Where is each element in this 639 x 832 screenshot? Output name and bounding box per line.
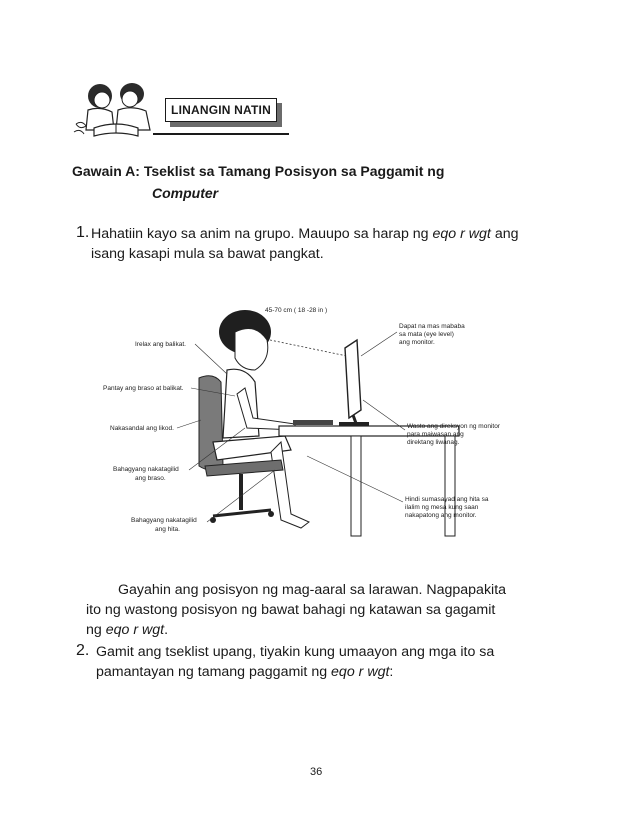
- label-eye-level-2: sa mata (eye level): [399, 331, 454, 338]
- section-badge-label: LINANGIN NATIN: [165, 98, 277, 122]
- section-badge: [165, 98, 283, 128]
- paragraph-line2: ito ng wastong posisyon ng bawat bahagi ng katawan sa gagamit: [86, 602, 496, 618]
- item-text-line2: pamantayan ng tamang paggamit ng eqo r wgt:: [96, 664, 394, 680]
- activity-title: [72, 160, 444, 204]
- item-text: Hahatiin kayo sa anim na grupo. Mauupo sa harap ng eqo r wgt ang isang kasapi mula sa bawat pangkat.: [91, 226, 519, 262]
- label-relaxed-shoulders: Irelax ang balikat.: [135, 341, 186, 348]
- label-monitor-direction-2: para maiwasan ang: [407, 431, 464, 438]
- label-eye-level-3: ang monitor.: [399, 339, 435, 346]
- instruction-item-1: [76, 224, 546, 264]
- children-reading-illustration: [72, 80, 164, 142]
- paragraph-line1: Gayahin ang posisyon ng mag-aaral sa larawan. Nagpapakita: [118, 582, 507, 598]
- label-level-arms: Pantay ang braso at balikat.: [103, 385, 184, 392]
- instruction-paragraph: [86, 580, 541, 640]
- label-arm-angle-2: ang braso.: [135, 475, 166, 482]
- instruction-item-2: [76, 642, 546, 682]
- page-number: 36: [310, 766, 323, 778]
- label-back-rest: Nakasandal ang likod.: [110, 425, 174, 432]
- label-monitor-direction-1: Wasto ang direksyon ng monitor: [407, 423, 500, 430]
- label-monitor-direction-3: direktang liwanag.: [407, 439, 460, 446]
- item-text-line1: Gamit ang tseklist upang, tiyakin kung umaayon ang mga ito sa: [96, 644, 495, 660]
- label-thigh-clearance-3: nakapatong ang monitor.: [405, 512, 477, 519]
- activity-title-line2: Computer: [152, 185, 219, 201]
- activity-title-line1: Gawain A: Tseklist sa Tamang Posisyon sa Paggamit ng: [72, 163, 445, 179]
- computer-posture-figure: [95, 270, 507, 570]
- label-thigh-clearance-2: ilalim ng mesa kung saan: [405, 504, 479, 511]
- label-thigh-clearance-1: Hindi sumasayad ang hita sa: [405, 496, 489, 503]
- header-rule: [153, 133, 289, 135]
- label-leg-angle-2: ang hita.: [155, 526, 180, 533]
- item-number: 1.: [76, 224, 90, 241]
- label-eye-level-1: Dapat na mas mababa: [399, 323, 465, 330]
- item-number: 2.: [76, 642, 90, 659]
- label-distance: 45-70 cm ( 18 -28 in ): [265, 307, 328, 314]
- paragraph-line3: ng eqo r wgt.: [86, 622, 169, 638]
- label-arm-angle-1: Bahagyang nakatagilid: [113, 466, 179, 473]
- label-leg-angle-1: Bahagyang nakatagilid: [131, 517, 197, 524]
